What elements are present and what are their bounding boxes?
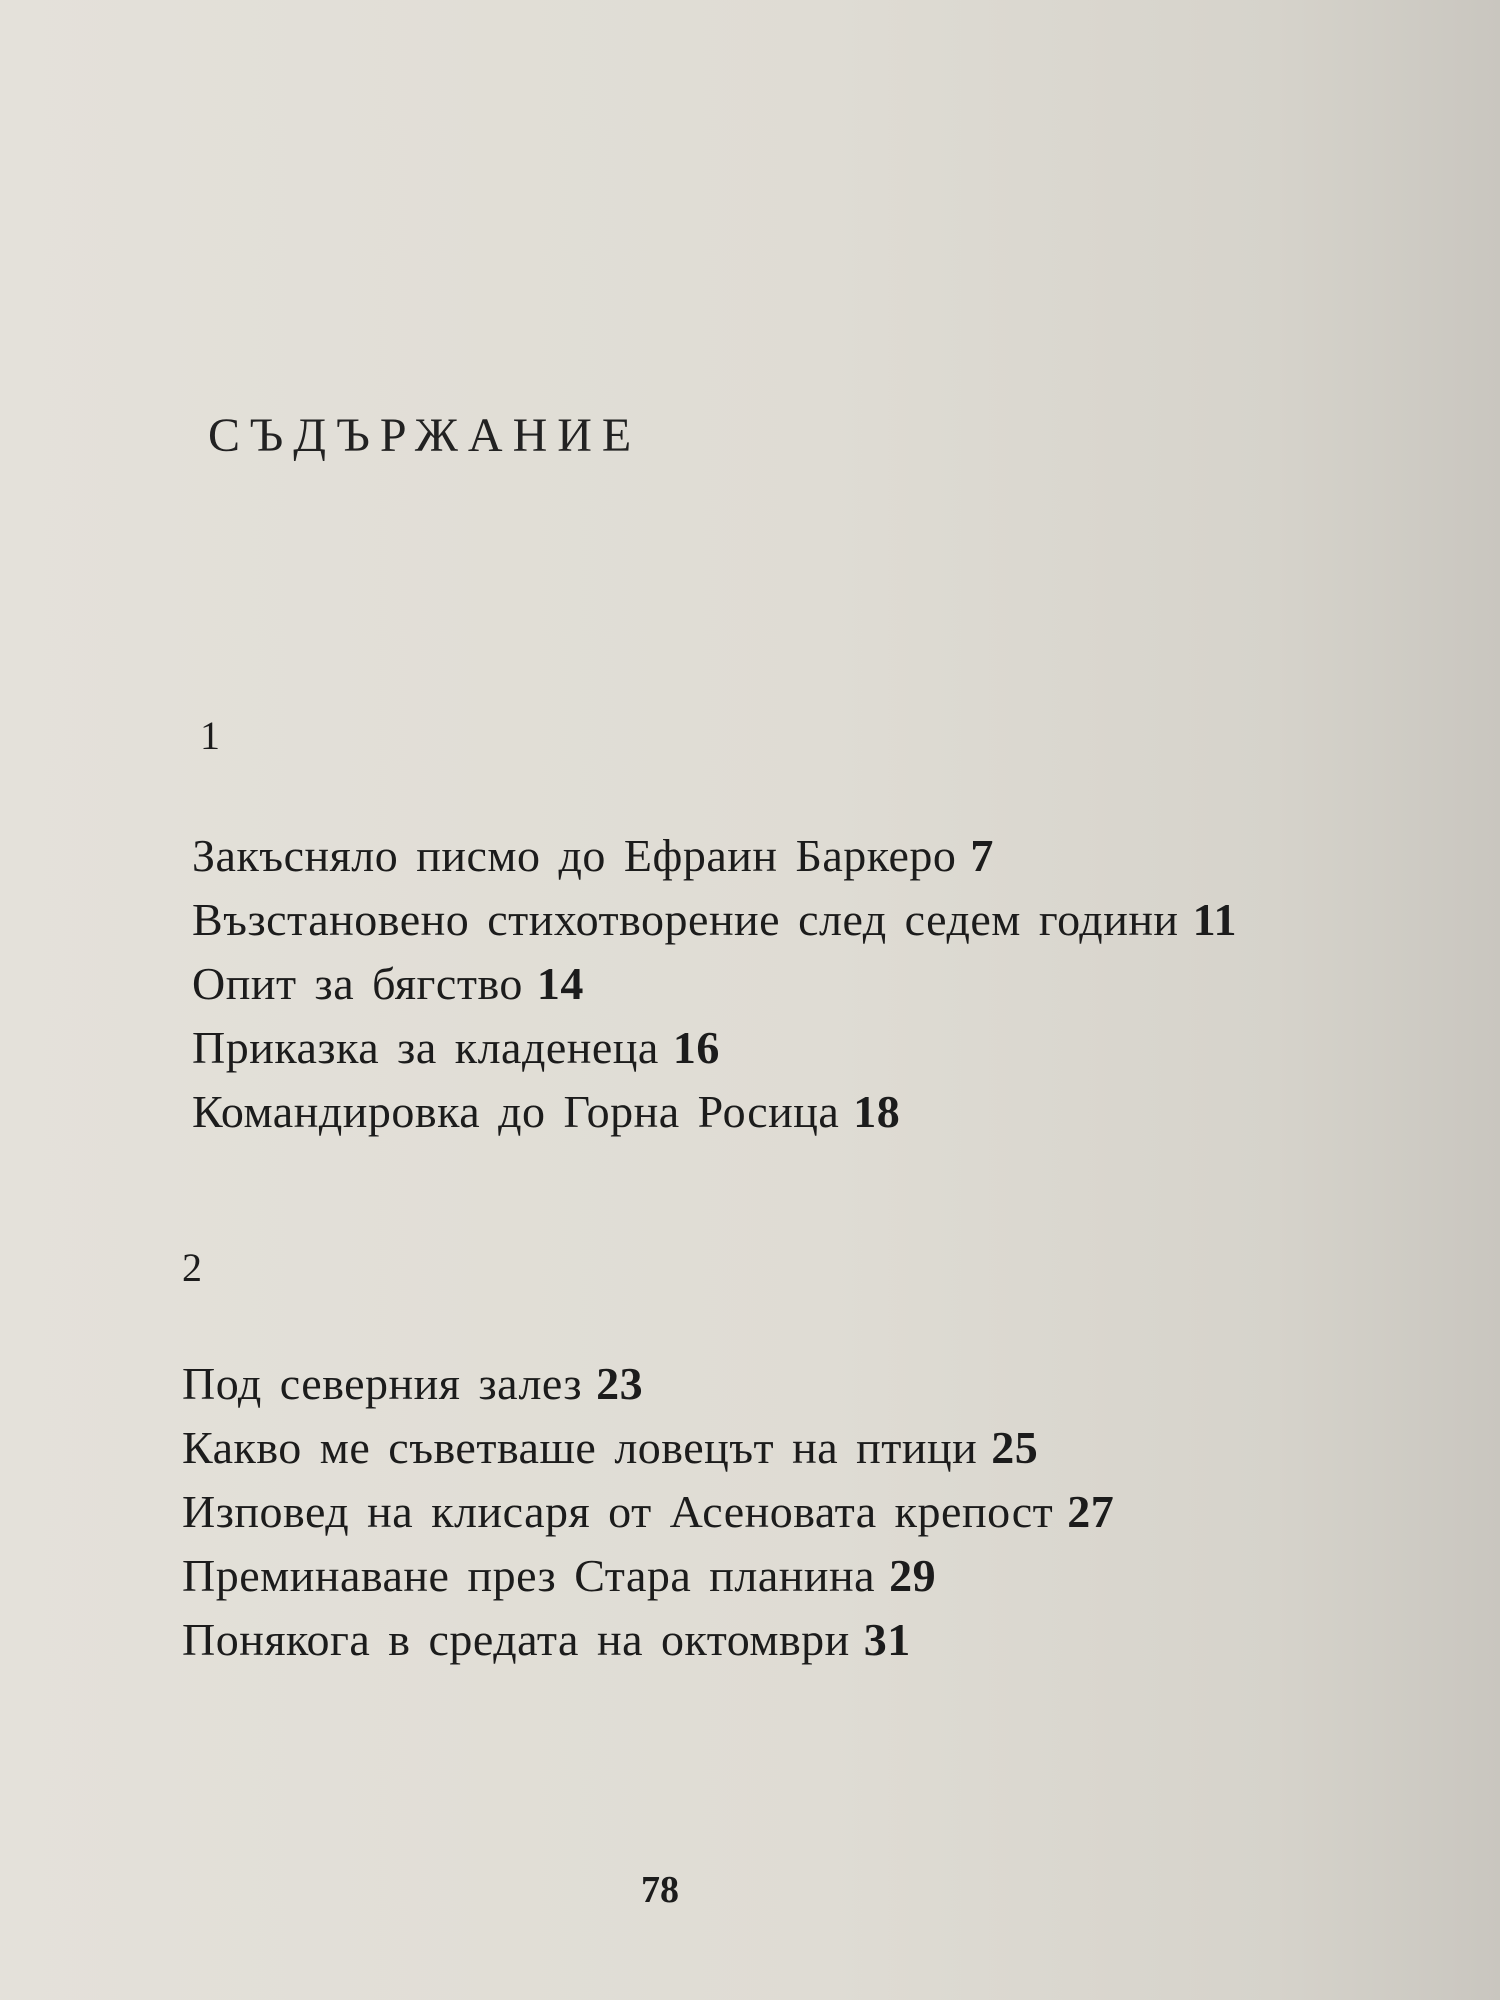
toc-entry-page: 23 — [596, 1358, 644, 1409]
toc-entry-title: Преминаване през Стара планина — [182, 1550, 876, 1601]
toc-entry — [192, 888, 1237, 952]
toc-entry-page: 27 — [1067, 1486, 1115, 1537]
toc-entry — [192, 824, 1237, 888]
toc-entry — [192, 1016, 1237, 1080]
toc-entry-title: Командировка до Горна Росица — [192, 1086, 840, 1137]
toc-list-section-1 — [192, 824, 1237, 1144]
toc-entry — [192, 1080, 1237, 1144]
toc-entry-page: 16 — [672, 1022, 720, 1073]
toc-list-section-2 — [182, 1352, 1114, 1672]
toc-entry-page: 7 — [970, 830, 994, 881]
section-number-2: 2 — [182, 1245, 202, 1290]
toc-entry-title: Под северния залез — [182, 1358, 583, 1409]
toc-entry — [182, 1416, 1114, 1480]
toc-entry-title: Какво ме съветваше ловецът на птици — [182, 1422, 978, 1473]
toc-entry — [182, 1544, 1114, 1608]
contents-heading: СЪДЪРЖАНИЕ — [208, 409, 642, 462]
toc-entry-page: 31 — [863, 1614, 911, 1665]
toc-entry — [182, 1352, 1114, 1416]
toc-entry — [192, 952, 1237, 1016]
section-number-1: 1 — [200, 713, 220, 758]
toc-entry-title: Понякога в средата на октомври — [182, 1614, 850, 1665]
toc-entry-page: 18 — [853, 1086, 901, 1137]
toc-entry-title: Закъсняло писмо до Ефраин Баркеро — [192, 830, 957, 881]
toc-entry-page: 14 — [536, 958, 584, 1009]
toc-entry-title: Възстановено стихотворение след седем години — [192, 894, 1179, 945]
toc-entry-title: Изповед на клисаря от Асеновата крепост — [182, 1486, 1054, 1537]
toc-entry-title: Опит за бягство — [192, 958, 523, 1009]
toc-entry-page: 25 — [991, 1422, 1039, 1473]
toc-entry-page: 11 — [1192, 894, 1238, 945]
toc-entry-page: 29 — [889, 1550, 937, 1601]
toc-entry — [182, 1480, 1114, 1544]
toc-entry-title: Приказка за кладенеца — [192, 1022, 659, 1073]
toc-entry — [182, 1608, 1114, 1672]
page-number: 78 — [641, 1869, 679, 1911]
